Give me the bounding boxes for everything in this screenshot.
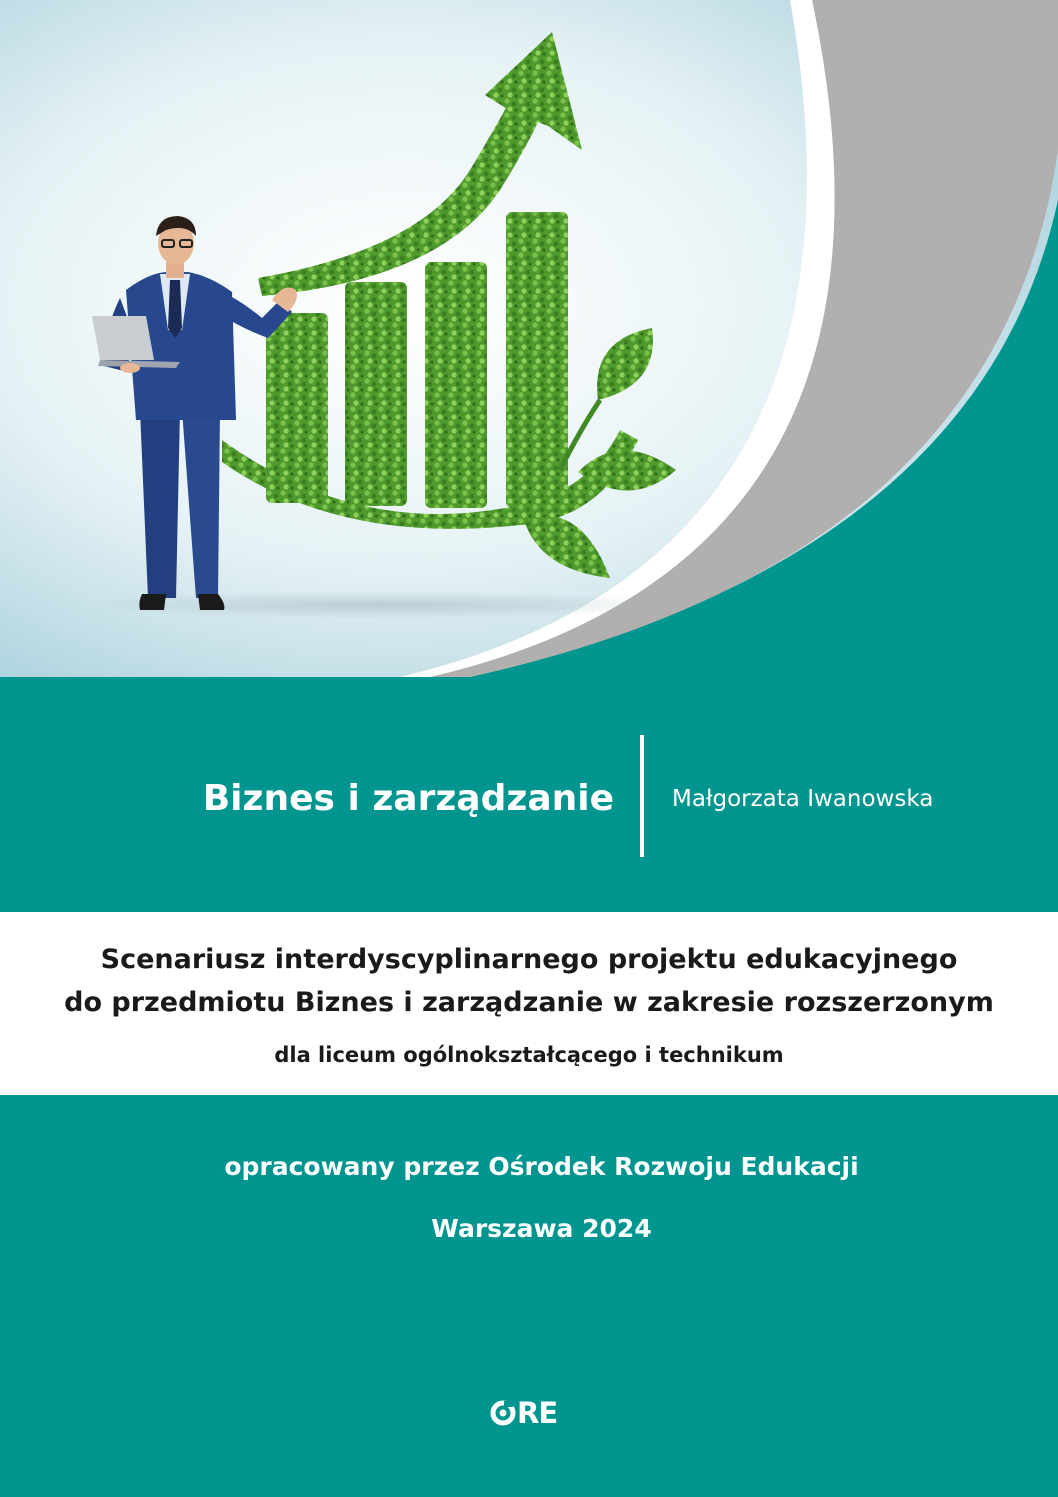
description-band — [0, 912, 1058, 1095]
ore-logo — [490, 1395, 570, 1431]
description-line-2: do przedmiotu Biznes i zarządzanie w zakresie rozszerzonym — [64, 987, 994, 1018]
subject-title: Biznes i zarządzanie — [202, 778, 614, 819]
description-line-3: dla liceum ogólnokształcącego i technikum — [274, 1043, 784, 1067]
publisher-line: opracowany przez Ośrodek Rozwoju Edukacji — [224, 1152, 859, 1181]
title-divider — [640, 735, 644, 857]
description-line-1: Scenariusz interdyscyplinarnego projektu edukacyjnego — [100, 944, 958, 975]
title-band — [0, 677, 1058, 912]
ore-logo-text: RE — [517, 1396, 558, 1430]
author-name: Małgorzata Iwanowska — [672, 786, 934, 812]
place-year: Warszawa 2024 — [431, 1214, 652, 1243]
cover-illustration — [0, 0, 1058, 677]
publisher-band — [0, 1095, 1058, 1497]
ore-logo-ring-icon — [490, 1398, 516, 1428]
